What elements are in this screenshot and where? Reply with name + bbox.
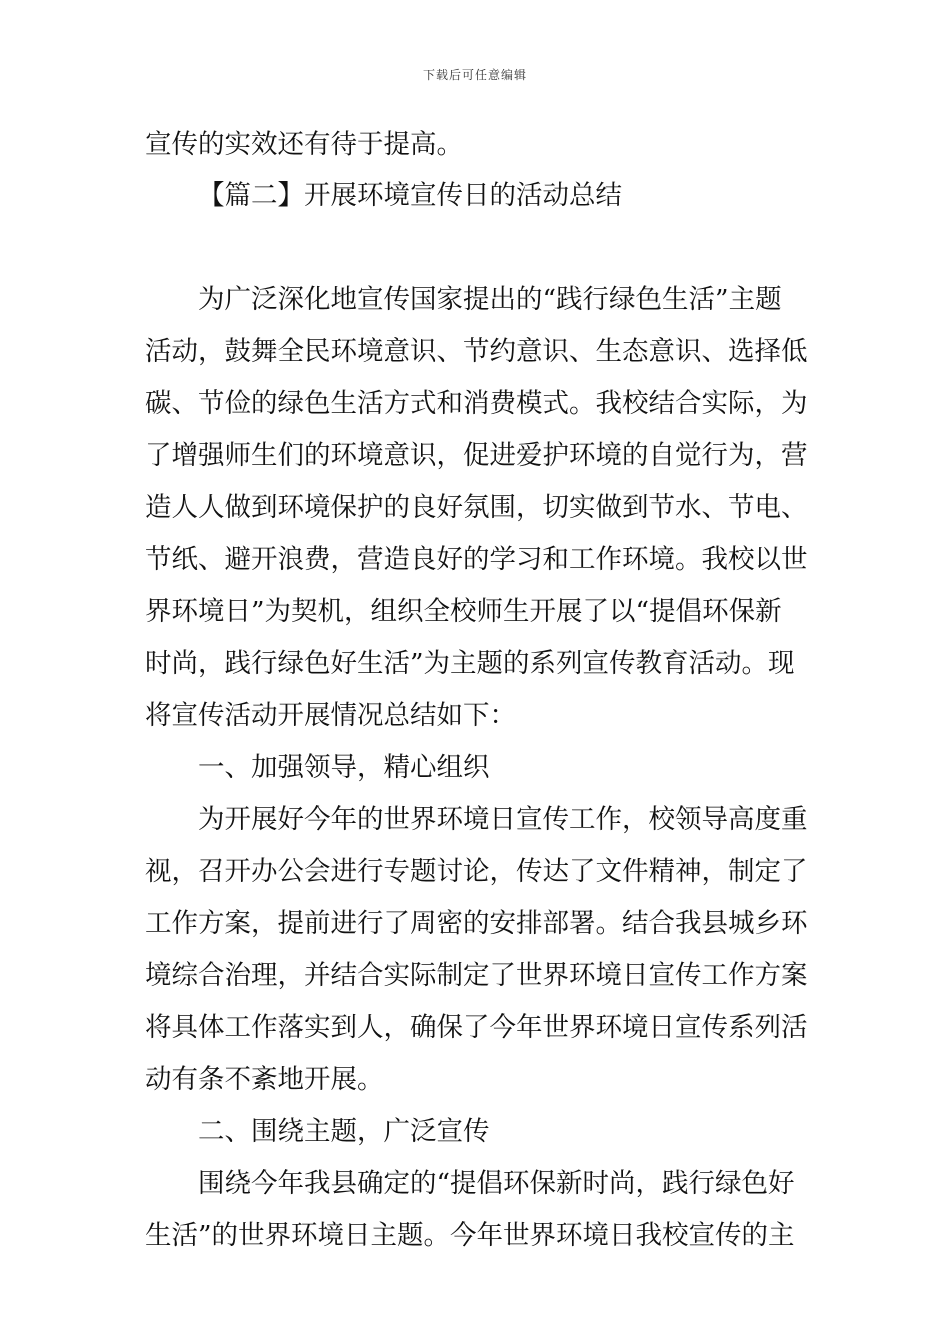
body-line: 了增强师生们的环境意识，促进爱护环境的自觉行为，营: [145, 440, 808, 471]
body-line: 时尚，践行绿色好生活”为主题的系列宣传教育活动。现: [145, 648, 795, 679]
subheading: 一、加强领导，精心组织: [198, 752, 490, 783]
section-title: 【篇二】开展环境宣传日的活动总结: [198, 180, 622, 211]
body-line: 将宣传活动开展情况总结如下：: [145, 700, 516, 731]
body-line: 界环境日”为契机，组织全校师生开展了以“提倡环保新: [145, 596, 782, 627]
body-line: 节纸、避开浪费，营造良好的学习和工作环境。我校以世: [145, 544, 808, 575]
body-line: 境综合治理，并结合实际制定了世界环境日宣传工作方案: [145, 960, 808, 991]
body-line: 将具体工作落实到人，确保了今年世界环境日宣传系列活: [145, 1012, 808, 1043]
body-line: 动有条不紊地开展。: [145, 1064, 384, 1095]
body-line: 活动，鼓舞全民环境意识、节约意识、生态意识、选择低: [145, 336, 808, 367]
body-line: 生活”的世界环境日主题。今年世界环境日我校宣传的主: [145, 1220, 795, 1251]
body-line: 造人人做到环境保护的良好氛围，切实做到节水、节电、: [145, 492, 808, 523]
page-header: 下载后可任意编辑: [422, 68, 527, 82]
paragraph-start: 围绕今年我县确定的“提倡环保新时尚，践行绿色好: [198, 1168, 795, 1199]
body-line: 工作方案，提前进行了周密的安排部署。结合我县城乡环: [145, 908, 808, 939]
body-line: 视，召开办公会进行专题讨论，传达了文件精神，制定了: [145, 856, 808, 887]
subheading: 二、围绕主题，广泛宣传: [198, 1116, 490, 1147]
body-line: 碳、节俭的绿色生活方式和消费模式。我校结合实际，为: [145, 388, 808, 419]
paragraph-start: 为开展好今年的世界环境日宣传工作，校领导高度重: [198, 804, 808, 835]
paragraph-start: 为广泛深化地宣传国家提出的“践行绿色生活”主题: [198, 284, 782, 315]
body-line: 宣传的实效还有待于提高。: [145, 129, 463, 160]
